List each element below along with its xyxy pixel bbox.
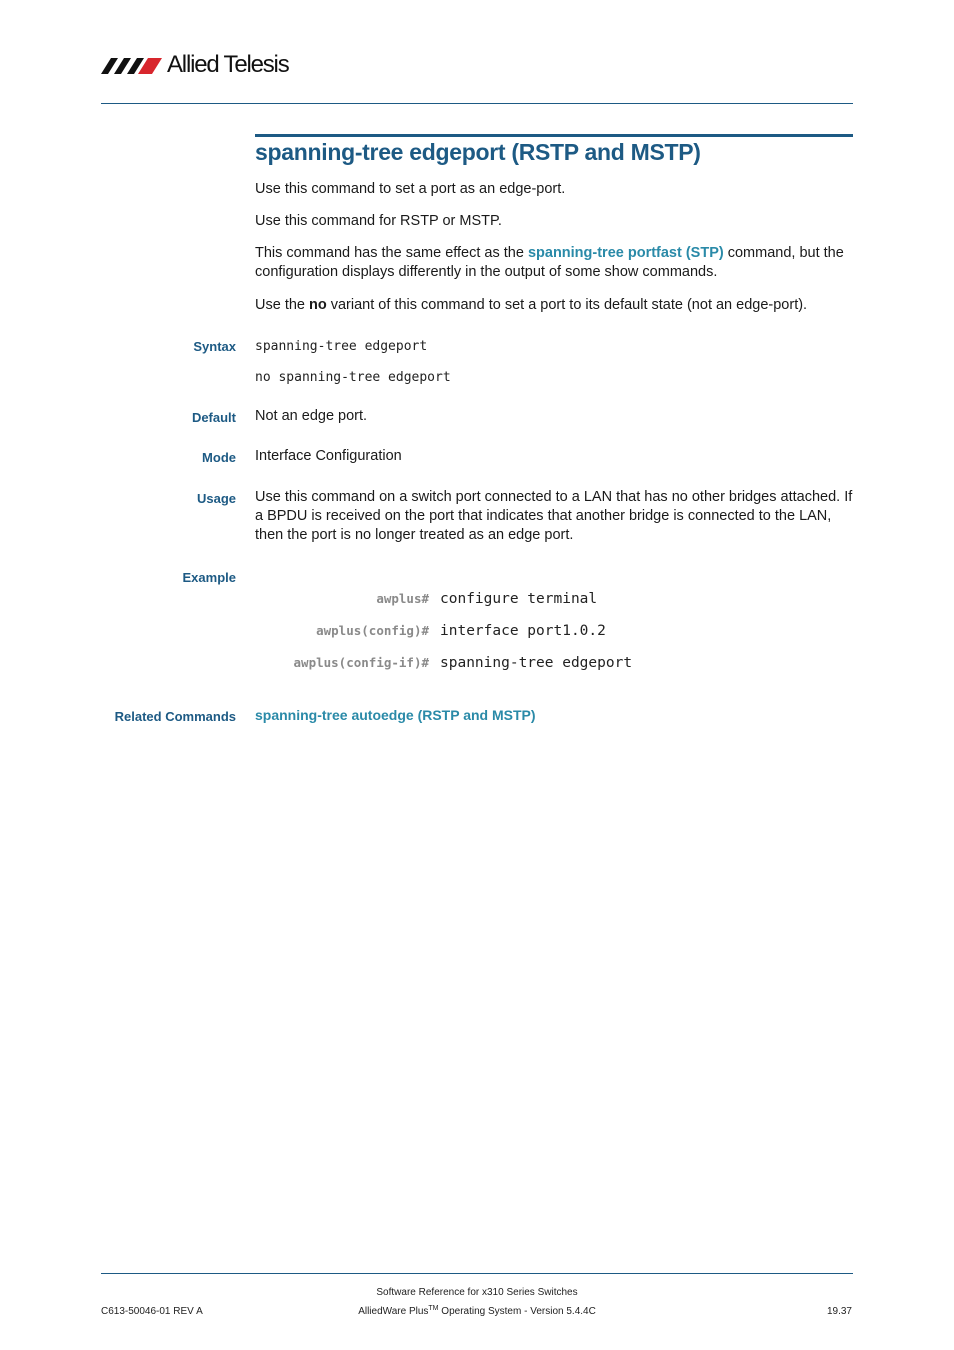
intro-paragraph-3 [255, 244, 853, 282]
syntax-line-1: spanning-tree edgeport [255, 339, 428, 354]
syntax-label: Syntax [193, 339, 236, 354]
intro-paragraph-1: Use this command to set a port as an edge-port. [255, 181, 566, 197]
footer-os-name: AlliedWare Plus [358, 1306, 429, 1317]
example-row [0, 621, 954, 641]
autoedge-link[interactable]: spanning-tree autoedge (RSTP and MSTP) [255, 707, 536, 723]
header-divider [101, 103, 853, 104]
mode-label: Mode [202, 450, 236, 465]
footer-doc-id: C613-50046-01 REV A [101, 1306, 203, 1317]
intro-paragraph-4-text-start: Use the [255, 297, 309, 313]
page-title: spanning-tree edgeport (RSTP and MSTP) [255, 139, 701, 165]
footer-divider [101, 1273, 853, 1274]
intro-paragraph-3-text-end: command, but the configuration displays differently in the output of some show commands. [255, 245, 844, 280]
footer-doc-title: Software Reference for x310 Series Switches [376, 1287, 578, 1298]
example-row [0, 653, 954, 673]
usage-text: Use this command on a switch port connected to a LAN that has no other bridges attached. If a BPDU is received on the port that indicates that another bridge is connected to the LAN, then the port is no longer treated as an edge port. [255, 489, 853, 543]
logo-text: Allied Telesis [167, 51, 289, 78]
related-commands-label: Related Commands [114, 709, 236, 724]
syntax-line-2: no spanning-tree edgeport [255, 370, 451, 385]
example-command: spanning-tree edgeport [440, 655, 633, 671]
example-command: interface port1.0.2 [440, 623, 606, 639]
title-divider [255, 134, 853, 137]
footer-os-version-text: Operating System - Version 5.4.4C [438, 1306, 596, 1317]
trademark-mark: TM [428, 1305, 439, 1312]
mode-text: Interface Configuration [255, 448, 402, 464]
example-row [0, 589, 954, 609]
example-prompt: awplus(config-if)# [293, 655, 429, 670]
intro-paragraph-2: Use this command for RSTP or MSTP. [255, 213, 502, 229]
intro-paragraph-4 [255, 296, 853, 315]
intro-paragraph-4-text-end: variant of this command to set a port to its default state (not an edge-port). [326, 297, 808, 313]
page-number: 19.37 [826, 1306, 852, 1317]
intro-paragraph-3-text-start: This command has the same effect as the [255, 245, 528, 261]
example-prompt: awplus(config)# [316, 623, 429, 638]
example-label: Example [182, 570, 236, 585]
default-text: Not an edge port. [255, 408, 368, 424]
no-keyword: no [309, 297, 327, 313]
example-prompt: awplus# [376, 591, 429, 606]
default-label: Default [191, 410, 236, 425]
example-command: configure terminal [440, 591, 598, 607]
portfast-link[interactable]: spanning-tree portfast (STP) [527, 245, 724, 261]
usage-label: Usage [196, 491, 236, 506]
allied-telesis-logo-icon [101, 54, 163, 76]
company-logo [101, 52, 289, 78]
